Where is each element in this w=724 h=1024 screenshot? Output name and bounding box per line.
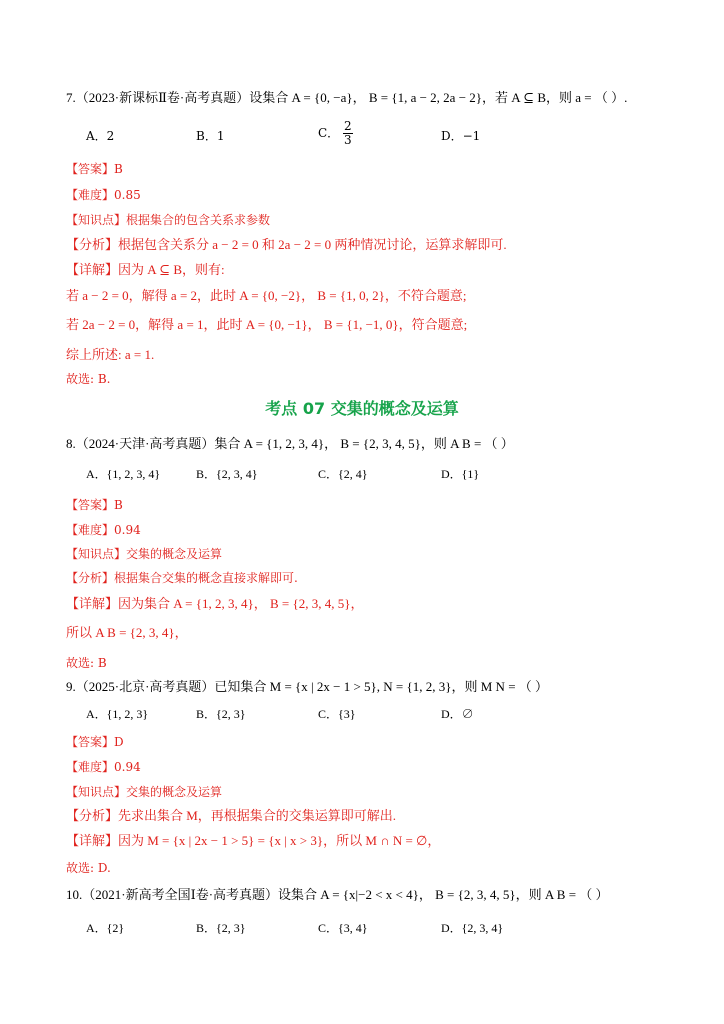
- q8-analysis: 【分析】根据集合交集的概念直接求解即可.: [66, 571, 298, 585]
- q7-knowledge: 【知识点】根据集合的包含关系求参数: [66, 213, 271, 227]
- q7-option-d: D．−1: [441, 129, 481, 143]
- q9-option-d: D．∅: [441, 707, 474, 721]
- q7-option-c-key: C．: [318, 126, 340, 140]
- q7-difficulty: 【难度】0.85: [66, 188, 141, 202]
- q8-option-d: D．{1}: [441, 467, 480, 481]
- q9-knowledge: 【知识点】交集的概念及运算: [66, 785, 223, 799]
- q8-option-c: C．{2, 4}: [318, 467, 368, 481]
- q7-option-c: [318, 120, 353, 147]
- q7-stem: 7.（2023·新课标Ⅱ卷·高考真题）设集合 A = {0, −a}， B = {1, a − 2, 2a − 2}，若 A ⊆ B，则 a = （ ）.: [66, 90, 628, 105]
- q7-case-1: 若 a − 2 = 0，解得 a = 2，此时 A = {0, −2}， B = {1, 0, 2}，不符合题意;: [66, 288, 467, 303]
- q9-option-c: C．{3}: [318, 707, 356, 721]
- q7-summary: 综上所述: a = 1.: [66, 347, 155, 362]
- q9-answer: 【答案】D: [66, 735, 124, 749]
- q7-option-a: A．2: [86, 129, 115, 143]
- q7-option-c-fraction: [343, 120, 353, 147]
- section-heading: 考点 07 交集的概念及运算: [265, 399, 459, 418]
- q8-knowledge: 【知识点】交集的概念及运算: [66, 547, 223, 561]
- q7-option-c-denominator: 3: [344, 133, 352, 147]
- q7-detail: 【详解】因为 A ⊆ B，则有:: [66, 262, 225, 277]
- q7-answer: 【答案】B: [66, 162, 123, 176]
- q8-option-b: B．{2, 3, 4}: [196, 467, 258, 481]
- q8-conclusion: 所以 A B = {2, 3, 4}，: [66, 625, 188, 640]
- q8-answer: 【答案】B: [66, 498, 123, 512]
- q10-stem: 10.（2021·新高考全国Ⅰ卷·高考真题）设集合 A = {x|−2 < x < 4}， B = {2, 3, 4, 5}，则 A B = （ ）: [66, 887, 609, 902]
- q10-option-b: B．{2, 3}: [196, 921, 246, 935]
- q9-analysis: 【分析】先求出集合 M，再根据集合的交集运算即可解出.: [66, 808, 397, 823]
- q7-option-c-numerator: 2: [344, 119, 352, 133]
- q9-option-a: A．{1, 2, 3}: [86, 707, 149, 721]
- q7-analysis: 【分析】根据包含关系分 a − 2 = 0 和 2a − 2 = 0 两种情况讨论，运算求解即可.: [66, 237, 507, 252]
- q9-option-b: B．{2, 3}: [196, 707, 246, 721]
- q8-stem: 8.（2024·天津·高考真题）集合 A = {1, 2, 3, 4}， B = {2, 3, 4, 5}，则 A B = （ ）: [66, 436, 514, 451]
- q9-difficulty: 【难度】0.94: [66, 760, 141, 774]
- q10-option-c: C．{3, 4}: [318, 921, 368, 935]
- q9-detail: 【详解】因为 M = {x | 2x − 1 > 5} = {x | x > 3}，所以 M ∩ N = ∅，: [66, 833, 441, 848]
- q8-choice: 故选: B: [66, 656, 107, 670]
- q8-option-a: A．{1, 2, 3, 4}: [86, 467, 161, 481]
- q9-stem: 9.（2025·北京·高考真题）已知集合 M = {x | 2x − 1 > 5}, N = {1, 2, 3}，则 M N = （ ）: [66, 679, 549, 694]
- q10-option-a: A．{2}: [86, 921, 125, 935]
- q8-difficulty: 【难度】0.94: [66, 523, 141, 537]
- q7-choice: 故选: B.: [66, 372, 111, 386]
- q7-case-2: 若 2a − 2 = 0，解得 a = 1，此时 A = {0, −1}， B = {1, −1, 0}，符合题意;: [66, 317, 468, 332]
- q9-choice: 故选: D.: [66, 861, 111, 875]
- q8-detail: 【详解】因为集合 A = {1, 2, 3, 4}， B = {2, 3, 4, 5}，: [66, 596, 364, 611]
- q10-option-d: D．{2, 3, 4}: [441, 921, 504, 935]
- q7-option-b: B．1: [196, 129, 225, 143]
